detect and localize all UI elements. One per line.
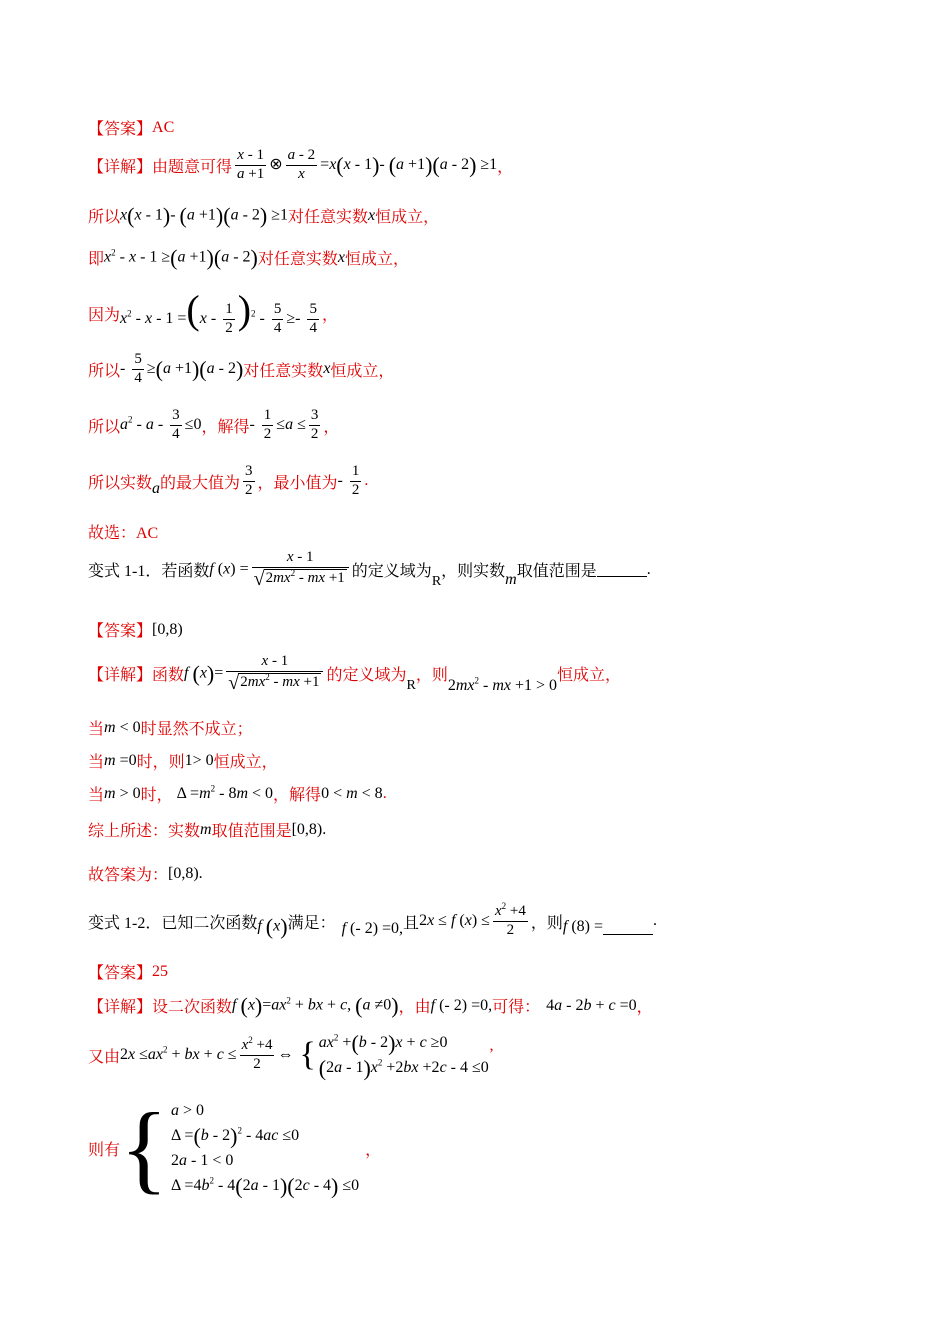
detail-tag: 【详解】 — [88, 667, 153, 685]
text-for-all: 对任意实数 — [243, 362, 324, 380]
detail-line-8 — [88, 520, 158, 543]
text-domain: 的定义域为 — [326, 667, 407, 685]
text-solve: ，解得 — [201, 418, 250, 436]
text-for-all: 对任意实数 — [288, 209, 369, 226]
formula-m-gt-0: m > 0 — [104, 784, 141, 802]
formula-inequality-1: x(x - 1)- (a +1)(a - 2) ≥1 — [120, 202, 288, 228]
text-range: 取值范围是 — [516, 563, 597, 581]
text-when: 当 — [88, 787, 105, 804]
var-x: x — [337, 248, 345, 266]
text-also: 又由 — [88, 1048, 121, 1066]
text-holds: 恒成立， — [375, 209, 440, 226]
text-holds: 恒成立， — [557, 667, 622, 685]
set-R: R — [406, 677, 416, 693]
answer-value: 25 — [152, 962, 169, 980]
text-set-quadratic: 设二次函数 — [152, 999, 233, 1016]
question-1-1 — [88, 550, 651, 590]
text-so: 所以 — [88, 418, 121, 436]
formula-4a-2b-c: 4a - 2b + c =0 — [546, 996, 637, 1014]
detail-line-1: 【详解】 由题意可得 $\frac{x - 1}{a +1}$ ⊗ $\frac{a - 2}{x}$ =x(x - 1)- (a +1)(a - 2) ≥1 ， — [88, 147, 514, 182]
detail-tag: 【详解】 — [88, 999, 153, 1016]
answer-line-3 — [88, 960, 168, 983]
question-1-2 — [88, 901, 657, 940]
detail3-line-1 — [88, 994, 653, 1017]
var-m: m — [505, 570, 517, 588]
formula-inequality-3: - $\frac{5}{4}$ ≥(a +1)(a - 2) — [120, 351, 244, 386]
answer-value: [0,8) — [152, 620, 183, 638]
text-then-have: 则有 — [88, 1141, 121, 1159]
formula-inequality-2: $x^2 - x - 1 \ge(a +1)(a - 2)$ — [104, 244, 258, 270]
formula-m-eq-0: m =0 — [104, 751, 137, 769]
detail-line-3 — [88, 246, 409, 269]
formula-quadratic-ineq: $a^2$ - a - $\frac{3}{4}$ ≤0 — [120, 407, 202, 442]
formula-operation: $\frac{x - 1}{a +1}$ ⊗ $\frac{a - 2}{x}$ =x(x - 1)- (a +1)(a - 2) ≥1 — [237, 147, 498, 182]
var-x: x — [368, 206, 376, 224]
system-2: { a > 0 Δ =(b - 2)$^2$ - 4ac ≤0 2a - 1 < 0 $\Delta =4b^2 - 4(2a - 1)(2c - 4) \le 0$ — [120, 1092, 360, 1203]
text-because: 因为 — [88, 306, 121, 324]
detail-line-2 — [88, 204, 439, 227]
question-prefix: 变式 1-1．若函数 — [88, 563, 210, 581]
text-solve: ，解得 — [273, 787, 322, 804]
detail-line-6 — [88, 408, 339, 443]
formula-positive: $2mx^2$ - mx +1 > 0 — [447, 675, 558, 694]
text-summary: 综上所述：实数 — [88, 823, 201, 840]
text-period: . — [653, 912, 657, 930]
range-value: [0,8) — [168, 864, 199, 882]
text-satisfies: 满足： — [287, 914, 336, 932]
answer-blank[interactable] — [597, 562, 647, 577]
var-x: x — [323, 360, 331, 378]
text-holds: 恒成立， — [330, 362, 395, 380]
text-then: ，则 — [530, 914, 563, 932]
detail2-line-1 — [88, 654, 621, 694]
answer-line-1 — [88, 116, 174, 139]
text-max: 的最大值为 — [160, 474, 241, 492]
final-answer-line — [88, 862, 203, 885]
detail3-line-3: 则有 { a > 0 Δ =(b - 2)$^2$ - 4ac ≤0 2a - 1 < 0 $\Delta =4b^2 - 4(2a - 1)(2c - 4) \le 0$ ， — [88, 1092, 382, 1203]
text-real-number: 所以实数 — [88, 474, 153, 492]
answer-line-2 — [88, 618, 183, 641]
text-not-hold: 时显然不成立； — [140, 721, 253, 738]
formula-complete-square: $x^2 - x - 1 =(x$ - $\frac{1}{2}$ )$^2$ - $\frac{5}{4}$ ≥- $\frac{5}{4}$ — [120, 287, 317, 336]
var-a: a — [152, 480, 161, 498]
text-min: ，最小值为 — [257, 474, 338, 492]
answer-tag: 【答案】 — [88, 121, 153, 138]
text-period: . — [646, 560, 651, 578]
text-period: . — [382, 784, 387, 802]
text-so: 所以 — [88, 209, 121, 226]
formula-f8: f (8) = — [563, 918, 653, 936]
system-1: { $ax^2 +(b - 2)x + c \ge 0$ $(2a - 1)x^2 +2bx +2c - 4 \le 0$ — [299, 1030, 489, 1081]
answer-tag: 【答案】 — [88, 965, 153, 982]
text-for-all: 对任意实数 — [257, 251, 338, 268]
text-then: 时，则 — [136, 754, 185, 771]
formula-min: - $\frac{1}{2}$ — [337, 463, 360, 498]
formula-range-a: - $\frac{1}{2}$ ≤a ≤ $\frac{3}{2}$ — [249, 407, 319, 442]
detail3-line-2: 又由 $2x \le ax^2$ + bx + c ≤ $\frac{x^2 +4}{2}$ ⇔ { $ax^2 +(b - 2)x + c \ge 0$ $(2a - 1)x^2 +2bx +2c - 4 \le 0$ ’ — [88, 1030, 495, 1081]
detail-line-4: 因为 $x^2 - x - 1 =(x$ - $\frac{1}{2}$ )$^2$ - $\frac{5}{4}$ ≥- $\frac{5}{4}$ ， — [88, 287, 338, 336]
text-so: 所以 — [88, 362, 121, 380]
case-m-negative — [88, 716, 253, 739]
range-value: [0,8) — [291, 820, 323, 838]
formula-f-of-x: f (x) — [257, 914, 288, 940]
text-and: 且 — [403, 914, 420, 932]
text-choose: 故选：AC — [88, 525, 159, 542]
text-when: 当 — [88, 721, 105, 738]
var-m: m — [200, 820, 212, 838]
detail-tag: 【详解】 — [88, 158, 153, 176]
text-then: ，则实数 — [441, 563, 506, 581]
formula-solution: 0 < m < 8 — [321, 784, 383, 802]
set-R: R — [431, 573, 442, 589]
formula-1-gt-0: 1> 0 — [184, 751, 214, 769]
formula-bound-expanded: $2x \le ax^2$ + bx + c ≤ $\frac{x^2 +4}{2}$ ⇔ — [120, 1034, 294, 1072]
answer-blank[interactable] — [603, 920, 653, 935]
text-from: ，由 — [398, 999, 431, 1016]
formula-function-f: f (x) = x - 1 √ $2mx^2$ - mx +1 — [209, 550, 351, 590]
text-when: 当 — [88, 754, 105, 771]
formula-max: $\frac{3}{2}$ — [245, 463, 253, 498]
summary-line — [88, 818, 326, 841]
case-m-positive — [88, 782, 387, 805]
text-comma: ， — [636, 999, 653, 1016]
formula-function-f2: f (x)= x - 1 √ $2mx^2$ - mx +1 — [184, 654, 326, 694]
text-holds: 恒成立， — [344, 251, 409, 268]
text-range: 取值范围是 — [211, 823, 292, 840]
formula-quadratic: f $(x)=ax^2$ + bx + c, (a ≠0) — [232, 992, 399, 1018]
text-i-e: 即 — [88, 251, 105, 268]
formula-f-neg2: f (- 2) =0, — [341, 920, 404, 938]
text-holds: 恒成立， — [213, 754, 278, 771]
formula-m-lt-0: m < 0 — [104, 718, 141, 736]
text-comma: 时， — [140, 787, 173, 804]
formula-discriminant: $\Delta =m^2 - 8m < 0$ — [172, 783, 274, 802]
formula-f-neg2-zero: f (- 2) =0, — [430, 996, 493, 1014]
text-function: 函数 — [152, 667, 185, 685]
detail-text: 由题意可得 — [152, 158, 233, 176]
text-then: ，则 — [415, 667, 448, 685]
detail-line-5 — [88, 352, 394, 387]
answer-value: AC — [152, 118, 175, 136]
detail-line-7 — [88, 464, 368, 499]
case-m-zero — [88, 749, 278, 772]
text-period: . — [322, 820, 327, 838]
answer-tag: 【答案】 — [88, 623, 153, 640]
question-prefix: 变式 1-2．已知二次函数 — [88, 914, 258, 932]
text-final-answer: 故答案为： — [88, 867, 169, 884]
text-period: . — [364, 472, 369, 490]
text-domain: 的定义域为 — [351, 563, 432, 581]
text-comma: ， — [323, 418, 340, 436]
text-period: . — [198, 864, 203, 882]
formula-bound: 2x ≤ f (x) ≤ $\frac{x^2 +4}{2}$ — [419, 901, 526, 938]
text-obtain: 可得： — [492, 999, 541, 1016]
